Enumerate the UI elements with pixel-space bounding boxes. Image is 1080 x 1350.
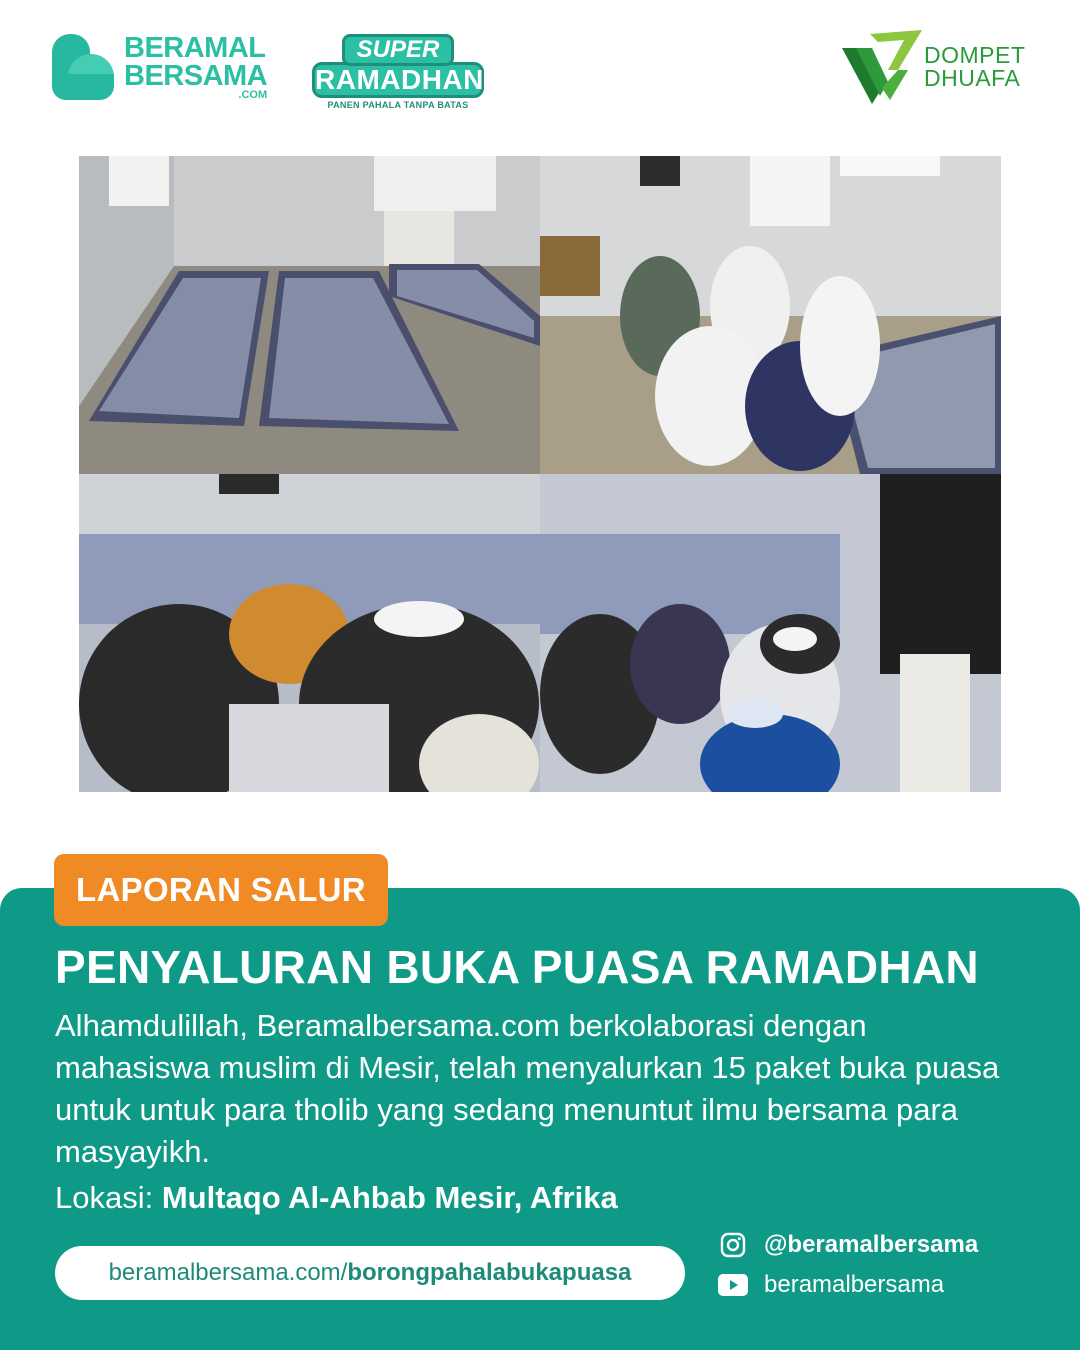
instagram-handle[interactable] xyxy=(718,1230,978,1260)
campaign-url-link[interactable] xyxy=(55,1246,685,1300)
food-boxes-photo xyxy=(79,156,540,474)
report-location xyxy=(55,1180,618,1216)
report-title: PENYALURAN BUKA PUASA RAMADHAN xyxy=(55,941,979,993)
heart-logo-icon xyxy=(52,34,114,100)
logo-line-2: BERSAMA xyxy=(124,60,268,92)
students-eating-photo xyxy=(79,474,540,792)
youtube-text: beramalbersama xyxy=(764,1271,945,1298)
report-body: Alhamdulillah, Beramalbersama.com berkolaborasi dengan mahasiswa muslim di Mesir, telah menyalurkan 15 paket buka puasa untuk untuk para tholib yang sedang menuntut ilmu bersama para masyayikh. xyxy=(55,1008,1000,1169)
instagram-icon xyxy=(718,1230,748,1260)
dompet-line-2: DHUAFA xyxy=(924,65,1021,91)
youtube-icon xyxy=(718,1270,748,1300)
logo-line-1: BERAMAL xyxy=(124,32,266,64)
super-ramadhan-tagline: PANEN PAHALA TANPA BATAS xyxy=(327,100,469,110)
report-tag: LAPORAN SALUR xyxy=(54,854,388,926)
dompet-line-1: DOMPET xyxy=(924,42,1026,68)
location-label: Lokasi: xyxy=(55,1180,162,1215)
photo-collage xyxy=(79,156,1001,792)
super-ramadhan-line-2: RAMADHAN xyxy=(312,62,484,98)
dompet-dhuafa-mark-icon xyxy=(842,30,922,104)
instagram-text: @beramalbersama xyxy=(764,1231,979,1258)
youtube-channel[interactable] xyxy=(718,1270,944,1300)
url-path: borongpahalabukapuasa xyxy=(347,1259,632,1286)
super-ramadhan-line-1: SUPER xyxy=(342,34,455,66)
beramal-bersama-logo xyxy=(52,34,267,100)
students-iftar-photo xyxy=(540,474,1001,792)
location-value: Multaqo Al-Ahbab Mesir, Afrika xyxy=(161,1180,618,1215)
super-ramadhan-logo xyxy=(312,34,484,110)
url-prefix: beramalbersama.com/ xyxy=(108,1259,348,1286)
dompet-dhuafa-logo xyxy=(842,30,1025,104)
logo-suffix: .COM xyxy=(238,89,268,101)
people-arranging-food-photo xyxy=(540,156,1001,474)
